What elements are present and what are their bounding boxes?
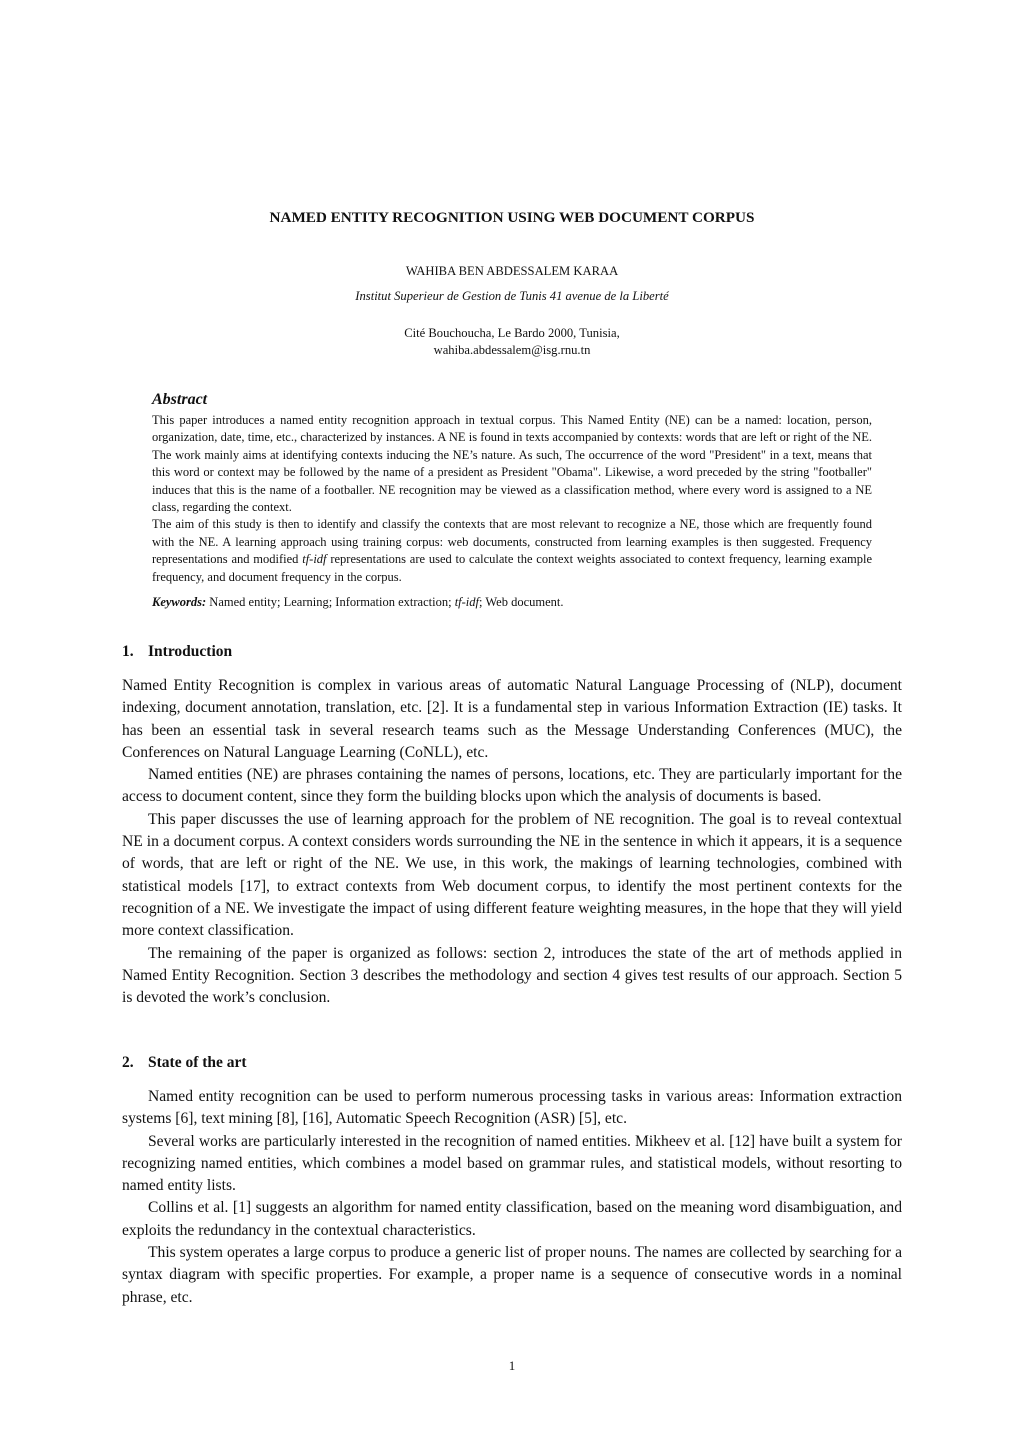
- keywords-line: [152, 595, 872, 610]
- author-address: Cité Bouchoucha, Le Bardo 2000, Tunisia,: [404, 326, 620, 340]
- body-paragraph: Named entity recognition can be used to perform numerous processing tasks in various areas: Information extraction systems [6], text mining [8], [16], Automatic Speech Recognition (ASR) [5], etc.: [122, 1088, 902, 1128]
- abstract-p2-tfidf: tf-idf: [302, 552, 327, 567]
- page-number: 1: [508, 1358, 516, 1373]
- author-email: wahiba.abdessalem@isg.rnu.tn: [433, 343, 591, 357]
- section-title: State of the art: [148, 1054, 247, 1071]
- abstract-heading: Abstract: [152, 391, 208, 408]
- section-heading-state-of-the-art: [122, 1054, 247, 1072]
- keywords-text-a: Named entity; Learning; Information extraction;: [206, 595, 455, 609]
- paper-title: NAMED ENTITY RECOGNITION USING WEB DOCUMENT CORPUS: [269, 209, 755, 226]
- abstract-p2-text-b: representations are used to calculate the context weights associated to context frequency, learning example frequency, and document frequency in the corpus.: [152, 552, 872, 584]
- abstract-body: [152, 412, 872, 586]
- keywords-text-b: ; Web document.: [479, 595, 564, 609]
- body-paragraph: Named Entity Recognition is complex in various areas of automatic Natural Language Processing of (NLP), document indexing, document annotation, translation, etc. [2]. It is a fundamental step in various Information Extraction (IE) tasks. It has been an essential task in several research teams such as the Message Understanding Conferences (MUC), the Conferences on Natural Language Learning (CoNLL), etc.: [122, 677, 902, 761]
- section-number: 1.: [122, 643, 134, 660]
- author-name: WAHIBA BEN ABDESSALEM KARAA: [405, 264, 619, 278]
- author-affiliation: Institut Superieur de Gestion de Tunis 41 avenue de la Liberté: [355, 289, 669, 303]
- section-heading-introduction: [122, 643, 232, 661]
- section-title: Introduction: [148, 643, 233, 660]
- body-paragraph: Collins et al. [1] suggests an algorithm for named entity classification, based on the meaning word disambiguation, and exploits the redundancy in the contextual characteristics.: [122, 1199, 902, 1239]
- body-paragraph: Named entities (NE) are phrases containing the names of persons, locations, etc. They are particularly important for the access to document content, since they form the building blocks upon which the analysis of documents is based.: [122, 766, 902, 806]
- abstract-paragraph-1: This paper introduces a named entity recognition approach in textual corpus. This Named Entity (NE) can be a named: location, person, organization, date, time, etc., characterized by instances. A NE is found in texts accompanied by contexts: words that are left or right of the NE. The work mainly aims at identifying contexts inducing the NE’s nature. As such, The occurrence of the word "President" in a text, means that this word or context may be followed by the name of a president as President "Obama". Likewise, a word preceded by the string "footballer" induces that this is the name of a footballer. NE recognition may be viewed as a classification method, where every word is assigned to a NE class, regarding the context.: [152, 413, 872, 515]
- abstract-p2-text-a: The aim of this study is then to identify and classify the contexts that are most relevant to recognize a NE, those which are frequently found with the NE. A learning approach using training corpus: web documents, constructed from learning examples is then suggested. Frequency representations and modified: [152, 517, 872, 567]
- body-paragraph: The remaining of the paper is organized as follows: section 2, introduces the state of the art of methods applied in Named Entity Recognition. Section 3 describes the methodology and section 4 gives test results of our approach. Section 5 is devoted the work’s conclusion.: [122, 944, 902, 1007]
- body-paragraph: This system operates a large corpus to produce a generic list of proper nouns. The names are collected by searching for a syntax diagram with specific properties. For example, a proper name is a sequence of consecutive words in a nominal phrase, etc.: [122, 1244, 902, 1306]
- section-body-introduction: [122, 675, 902, 1009]
- body-paragraph: This paper discusses the use of learning approach for the problem of NE recognition. The goal is to reveal contextual NE in a document corpus. A context considers words surrounding the NE in the sentence in which it appears, it is a sequence of words, that are left or right of the NE. We use, in this work, the makings of learning technologies, combined with statistical models [17], to extract contexts from Web document corpus, to identify the most pertinent contexts for the recognition of a NE. We investigate the impact of using different feature weighting measures, in the hope that they will yield more context classification.: [122, 810, 902, 940]
- keywords-tfidf: tf-idf: [454, 595, 480, 609]
- section-body-state-of-the-art: [122, 1086, 902, 1309]
- keywords-label: Keywords:: [152, 595, 207, 609]
- section-number: 2.: [122, 1054, 134, 1071]
- body-paragraph: Several works are particularly interested in the recognition of named entities. Mikheev et al. [12] have built a system for recognizing named entities, which combines a model based on grammar rules, and statistical models, without resorting to named entity lists.: [122, 1132, 902, 1195]
- abstract-paragraph-2: [152, 516, 872, 586]
